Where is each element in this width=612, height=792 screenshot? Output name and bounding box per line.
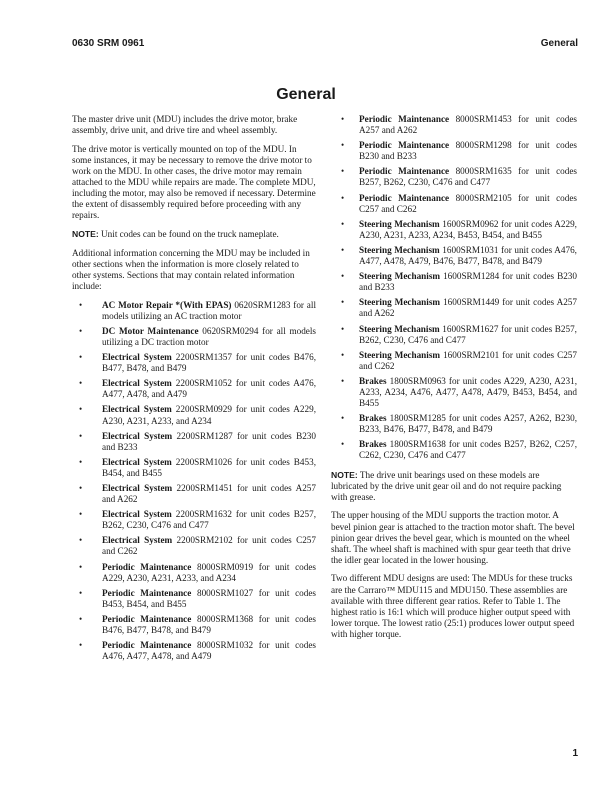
document-number: 0630 SRM 0961 bbox=[72, 38, 145, 49]
section-name: General bbox=[540, 38, 578, 49]
list-item: • Periodic Maintenance 8000SRM2105 for unit codes C257 and C262 bbox=[331, 193, 577, 215]
list-item: • Periodic Maintenance 8000SRM0919 for unit codes A229, A230, A231, A233, and A234 bbox=[72, 562, 316, 584]
note-text: The drive unit bearings used on these models are lubricated by the drive unit gear oil and do not require packing with grease. bbox=[331, 469, 562, 502]
list-item: • Electrical System 2200SRM1052 for unit codes A476, A477, A478, and A479 bbox=[72, 378, 316, 400]
related-sections-list-continued bbox=[331, 114, 577, 462]
list-item: • Steering Mechanism 1600SRM1031 for unit codes A476, A477, A478, A479, B476, B477, B478, and B479 bbox=[331, 245, 577, 267]
list-item: • DC Motor Maintenance 0620SRM0294 for all models utilizing a DC traction motor bbox=[72, 326, 316, 348]
bearings-note bbox=[331, 470, 577, 503]
list-item: • Periodic Maintenance 8000SRM1032 for unit codes A476, A477, A478, and A479 bbox=[72, 640, 316, 662]
list-item: • Periodic Maintenance 8000SRM1453 for unit codes A257 and A262 bbox=[331, 114, 577, 136]
intro-paragraph: The master drive unit (MDU) includes the drive motor, brake assembly, drive unit, and drive tire and wheel assembly. bbox=[72, 114, 298, 136]
unit-codes-note bbox=[72, 229, 316, 240]
list-item: • Electrical System 2200SRM1357 for unit codes B476, B477, B478, and B479 bbox=[72, 352, 316, 374]
list-item: • Electrical System 2200SRM1026 for unit codes B453, B454, and B455 bbox=[72, 457, 316, 479]
note-label: NOTE: bbox=[72, 229, 99, 240]
mdu-designs-paragraph: Two different MDU designs are used: The MDUs for these trucks are the Carraro™ MDU115 and MDU150. These assemblies are available with three different gear ratios. Refer to Table 1. The highest ratio is 16:1 which will produce higher output speed with lower torque. The lowest ratio (25:1) produces lower output speed with higher torque. bbox=[331, 573, 575, 639]
list-item: • Steering Mechanism 1600SRM0962 for unit codes A229, A230, A231, A233, A234, B453, B454, and B455 bbox=[331, 219, 577, 241]
list-item: • Steering Mechanism 1600SRM1449 for unit codes A257 and A262 bbox=[331, 297, 577, 319]
page-number: 1 bbox=[572, 748, 578, 759]
note-text: Unit codes can be found on the truck nameplate. bbox=[98, 229, 279, 240]
list-item: • Electrical System 2200SRM2102 for unit codes C257 and C262 bbox=[72, 535, 316, 557]
left-column bbox=[72, 114, 316, 670]
list-item: • Periodic Maintenance 8000SRM1635 for unit codes B257, B262, C230, C476 and C477 bbox=[331, 166, 577, 188]
list-item: • Brakes 1800SRM1285 for unit codes A257, A262, B230, B233, B476, B477, B478, and B479 bbox=[331, 413, 577, 435]
page-title: General bbox=[276, 86, 336, 103]
list-item: • Electrical System 2200SRM1451 for unit codes A257 and A262 bbox=[72, 483, 316, 505]
list-item: • Electrical System 2200SRM1632 for unit codes B257, B262, C230, C476 and C477 bbox=[72, 509, 316, 531]
list-item: • Periodic Maintenance 8000SRM1298 for unit codes B230 and B233 bbox=[331, 140, 577, 162]
list-item: • Brakes 1800SRM1638 for unit codes B257, B262, C257, C262, C230, C476 and C477 bbox=[331, 439, 577, 461]
list-item: • Periodic Maintenance 8000SRM1027 for unit codes B453, B454, and B455 bbox=[72, 588, 316, 610]
upper-housing-paragraph: The upper housing of the MDU supports the traction motor. A bevel pinion gear is attached to the traction motor shaft. The bevel pinion gear drives the bevel gear, which is mounted on the wheel shaft. The wheel shaft is machined with spur gear teeth that drive the idler gear located in the lower housing. bbox=[331, 510, 575, 565]
list-item: • AC Motor Repair *(With EPAS) 0620SRM1283 for all models utilizing an AC traction motor bbox=[72, 300, 316, 322]
list-item: • Electrical System 2200SRM1287 for unit codes B230 and B233 bbox=[72, 431, 316, 453]
list-item: • Steering Mechanism 1600SRM1627 for unit codes B257, B262, C230, C476 and C477 bbox=[331, 324, 577, 346]
list-item: • Steering Mechanism 1600SRM1284 for unit codes B230 and B233 bbox=[331, 271, 577, 293]
right-column bbox=[331, 114, 577, 648]
related-info-paragraph: Additional information concerning the MDU may be included in other sections when the information is more closely related to other systems. Sections that may contain related information include: bbox=[72, 247, 310, 291]
list-item: • Electrical System 2200SRM0929 for unit codes A229, A230, A231, A233, and A234 bbox=[72, 404, 316, 426]
drive-motor-paragraph: The drive motor is vertically mounted on top of the MDU. In some instances, it may be necessary to remove the drive motor to work on the MDU. In other cases, the drive motor may remain attached to the MDU while repairs are made. The complete MDU, including the motor, may also be removed if necessary. Determine the extent of disassembly required before proceeding with any repairs. bbox=[72, 143, 316, 221]
list-item: • Steering Mechanism 1600SRM2101 for unit codes C257 and C262 bbox=[331, 350, 577, 372]
list-item: • Periodic Maintenance 8000SRM1368 for unit codes B476, B477, B478, and B479 bbox=[72, 614, 316, 636]
note-label: NOTE: bbox=[331, 469, 358, 480]
list-item: • Brakes 1800SRM0963 for unit codes A229, A230, A231, A233, A234, A476, A477, A478, A479, B453, B454, and B455 bbox=[331, 376, 577, 409]
related-sections-list bbox=[72, 300, 316, 663]
